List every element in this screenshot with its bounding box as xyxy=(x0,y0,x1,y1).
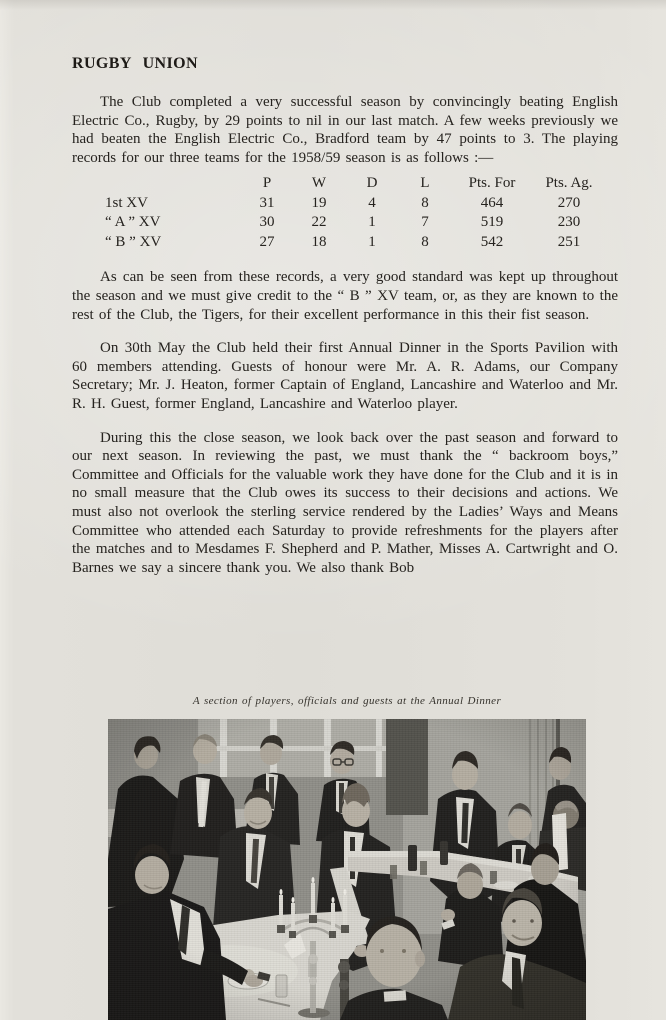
col-header-won: W xyxy=(311,175,327,192)
photo-caption: A section of players, officials and guests at the Annual Dinner xyxy=(192,695,502,707)
table-row-b-xv xyxy=(72,233,618,253)
article-body xyxy=(72,55,618,577)
paragraph-season-summary: The Club completed a very successful season by convincingly beating English Electric Co., Rugby, by 29 points to nil in our last match. A few weeks previously we had beaten the English Electric Co., Bradford team by 47 points to 3. The playing records for our three teams for the 1958/59 season is as follows :— xyxy=(72,94,618,166)
col-header-lost: L xyxy=(420,175,430,192)
points-for-value: 464 xyxy=(480,194,504,211)
lost-value: 8 xyxy=(421,233,429,250)
col-header-points-for: Pts. For xyxy=(468,175,516,192)
points-against-value: 230 xyxy=(557,214,581,231)
col-header-drawn: D xyxy=(366,175,378,192)
table-row-a-xv xyxy=(72,213,618,233)
points-for-value: 542 xyxy=(480,233,504,250)
team-name: “ B ” XV xyxy=(105,233,162,250)
lost-value: 8 xyxy=(421,194,429,211)
drawn-value: 1 xyxy=(368,233,376,250)
col-header-team xyxy=(72,174,242,194)
table-row-1st-xv xyxy=(72,194,618,214)
team-name: 1st XV xyxy=(105,194,148,211)
playing-records-table xyxy=(72,174,618,252)
team-name: “ A ” XV xyxy=(105,214,161,231)
table-header-row xyxy=(72,174,618,194)
lost-value: 7 xyxy=(421,214,429,231)
won-value: 18 xyxy=(311,233,327,250)
points-against-value: 270 xyxy=(557,194,581,211)
won-value: 19 xyxy=(311,194,327,211)
played-value: 27 xyxy=(259,233,275,250)
annual-dinner-photo-illustration xyxy=(108,719,586,1020)
col-header-points-against: Pts. Ag. xyxy=(545,175,593,192)
paragraph-standard-kept: As can be seen from these records, a very good standard was kept up throughout the season and we must give credit to the “ B ” XV team, or, as they are known to the rest of the Club, the Tigers, for their excellent performance in this their fist season. xyxy=(72,269,618,323)
page-title: RUGBY UNION xyxy=(72,55,198,72)
played-value: 30 xyxy=(259,214,275,231)
won-value: 22 xyxy=(311,214,327,231)
drawn-value: 1 xyxy=(368,214,376,231)
paragraph-close-season-thanks: During this the close season, we look back over the past season and forward to our next season. In reviewing the past, we must thank the “ backroom boys,” Committee and Officials for the valuable work they have done for the Club and it is in no small measure that the Club owes its success to their decisions and actions. We must also not overlook the sterling service rendered by the Ladies’ Ways and Means Committee who attended each Saturday to provide refreshments for the players after the matches and to Mesdames F. Shepherd and P. Mather, Misses A. Cartwright and O. Barnes we say a sincere thank you. We also thank Bob xyxy=(72,429,618,576)
paragraph-annual-dinner: On 30th May the Club held their first Annual Dinner in the Sports Pavilion with 60 members attending. Guests of honour were Mr. A. R. Adams, our Company Secretary; Mr. J. Heaton, former Captain of England, Lancashire and Waterloo and Mr. R. H. Guest, former England, Lancashire and Waterloo player. xyxy=(72,340,618,412)
annual-dinner-photo xyxy=(108,719,586,1020)
points-for-value: 519 xyxy=(480,214,504,231)
played-value: 31 xyxy=(259,194,275,211)
drawn-value: 4 xyxy=(368,194,376,211)
col-header-played: P xyxy=(262,175,272,192)
points-against-value: 251 xyxy=(557,233,581,250)
